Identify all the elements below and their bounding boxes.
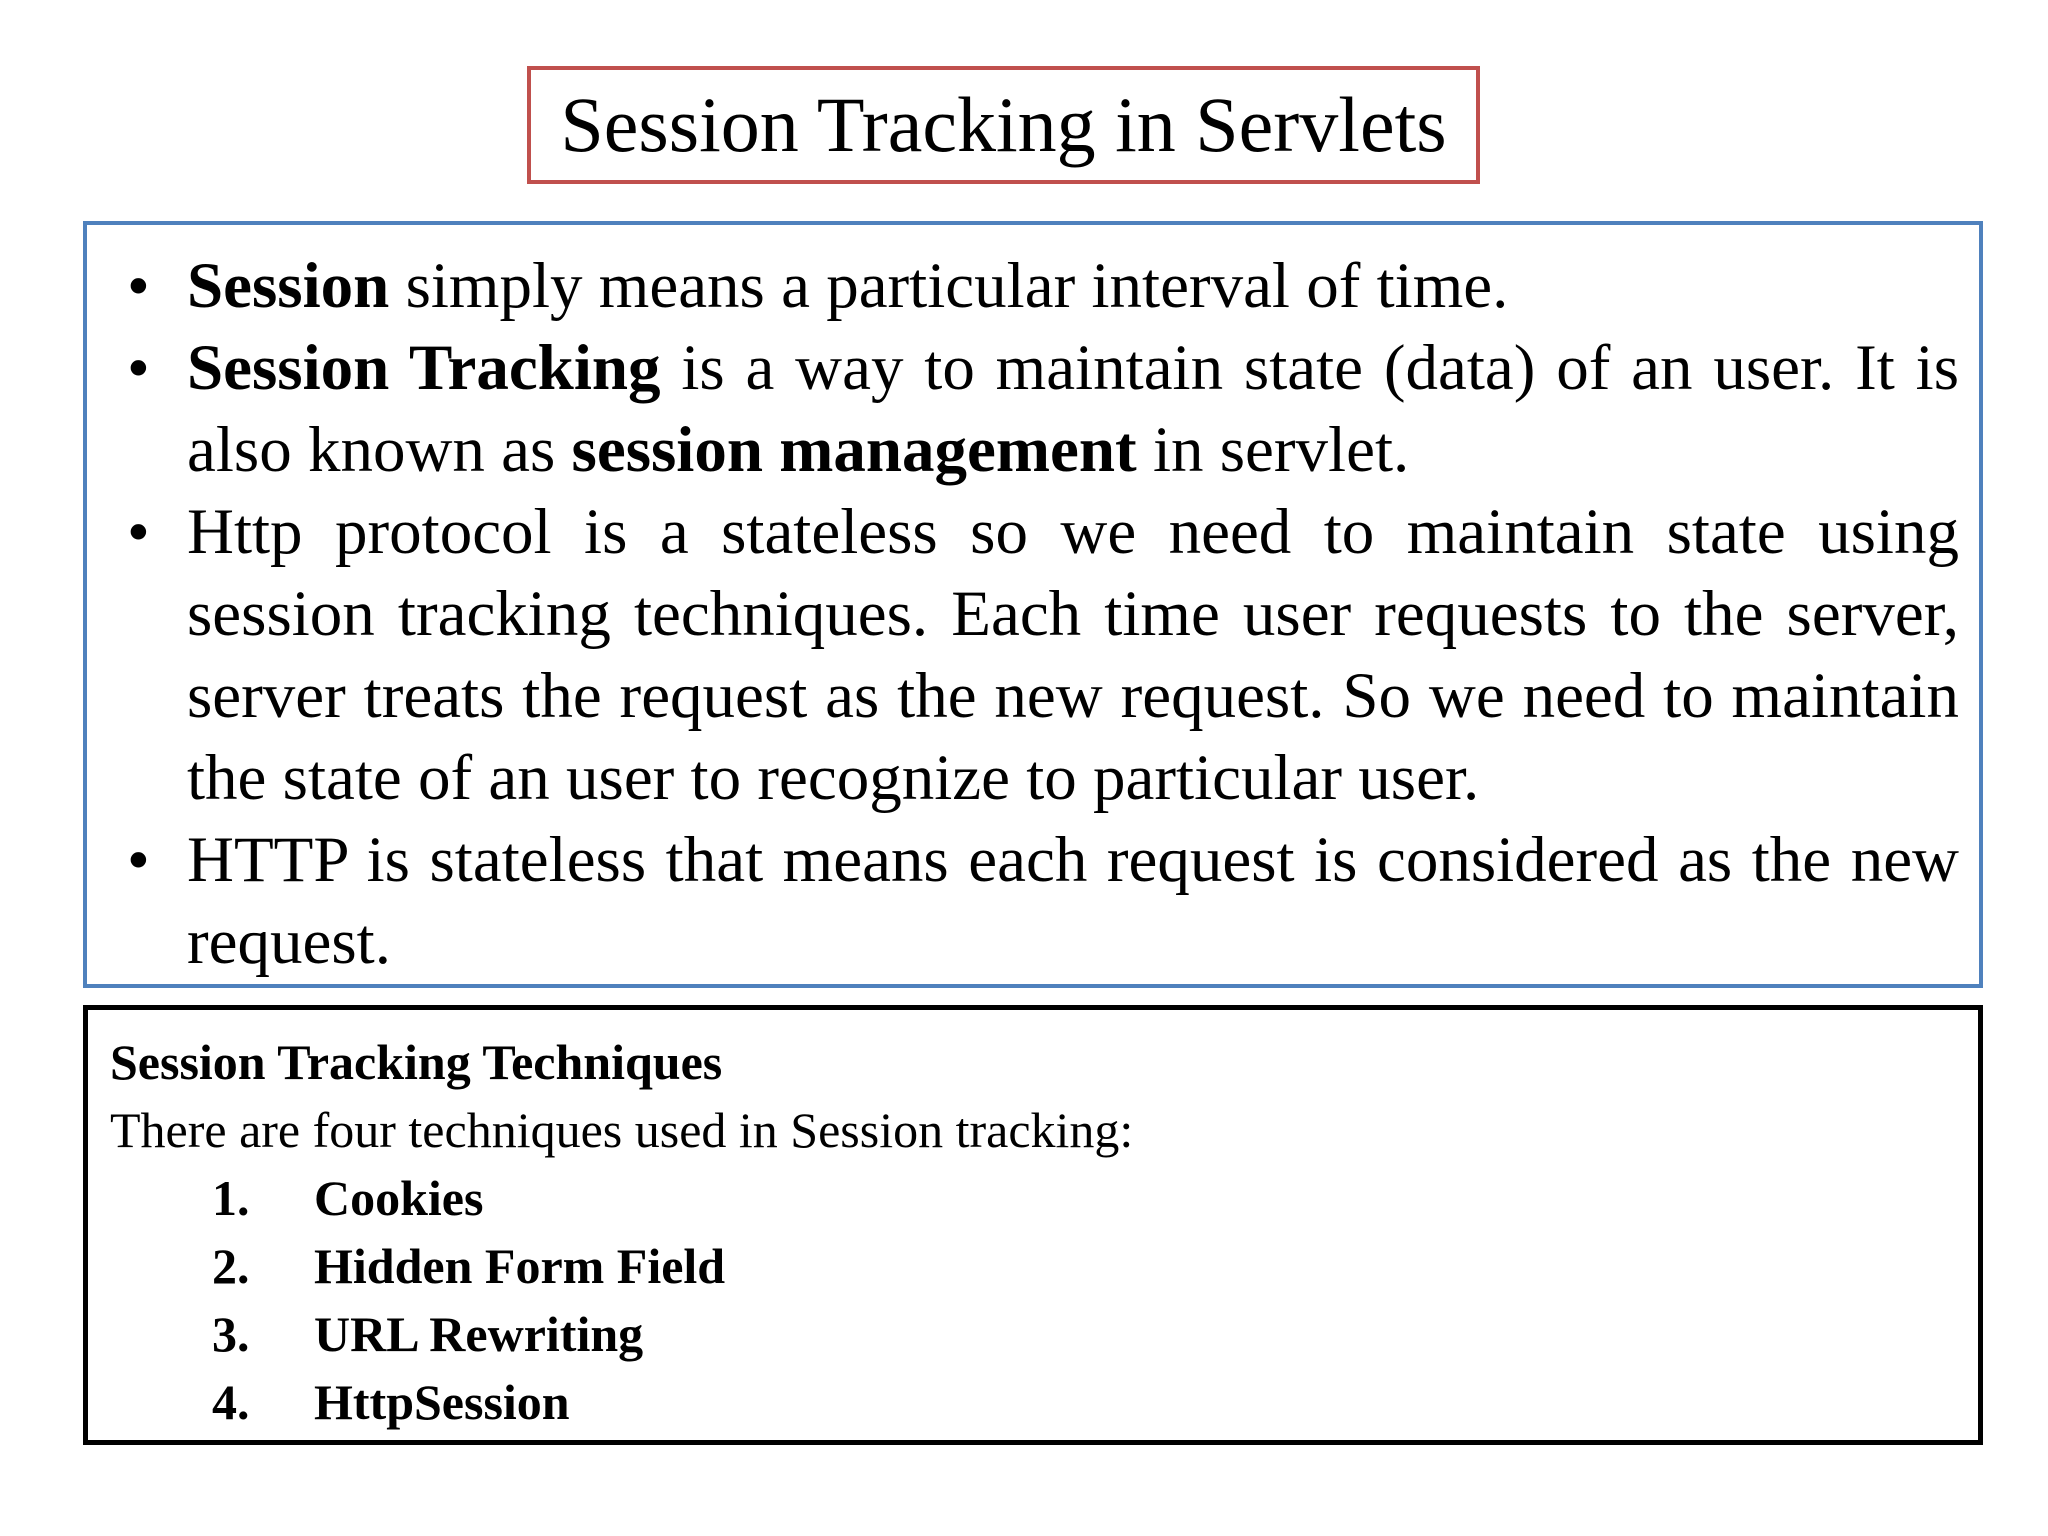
techniques-box [83, 1005, 1983, 1445]
technique-label: URL Rewriting [314, 1306, 644, 1362]
techniques-intro: There are four techniques used in Session tracking: [110, 1102, 1134, 1158]
technique-number: 3. [212, 1306, 250, 1362]
bullet-item [107, 819, 1959, 983]
technique-label: HttpSession [314, 1374, 570, 1430]
slide-title-box [527, 66, 1480, 184]
technique-item-httpsession [110, 1368, 1958, 1436]
bullet-marker: • [127, 332, 150, 404]
definitions-box [83, 221, 1983, 988]
bullet-text-regular: in servlet. [1136, 414, 1410, 486]
technique-item-cookies [110, 1164, 1958, 1232]
technique-number: 2. [212, 1238, 250, 1294]
bullet-text-bold: Session Tracking [187, 332, 661, 404]
bullet-list [107, 245, 1959, 983]
technique-number: 4. [212, 1374, 250, 1430]
bullet-item [107, 245, 1959, 327]
slide-title: Session Tracking in Servlets [560, 81, 1447, 168]
bullet-text-regular: Http protocol is a stateless so we need to maintain state using session tracking techniques. Each time user requests to the server, server treats the request as the new request. So we need to maintain the state of an user to recognize to particular user. [187, 496, 1959, 814]
bullet-text-regular: HTTP is stateless that means each request is considered as the new request. [187, 824, 1959, 978]
bullet-marker: • [127, 824, 150, 896]
bullet-text [187, 332, 1959, 486]
technique-item-hidden-form-field [110, 1232, 1958, 1300]
bullet-text [187, 824, 1959, 978]
techniques-list [110, 1164, 1958, 1436]
technique-item-url-rewriting [110, 1300, 1958, 1368]
technique-label: Cookies [314, 1170, 484, 1226]
bullet-marker: • [127, 496, 150, 568]
bullet-text-regular: is a way to maintain state (data) of an user. It is also known as [187, 332, 1959, 486]
bullet-text-bold: Session [187, 250, 390, 322]
bullet-text-bold: session management [571, 414, 1137, 486]
technique-number: 1. [212, 1170, 250, 1226]
bullet-item [107, 491, 1959, 819]
bullet-marker: • [127, 250, 150, 322]
bullet-text [187, 496, 1959, 814]
techniques-heading: Session Tracking Techniques [110, 1034, 723, 1090]
technique-label: Hidden Form Field [314, 1238, 726, 1294]
bullet-text-regular: simply means a particular interval of time. [389, 250, 1509, 322]
bullet-text [187, 250, 1508, 322]
bullet-item [107, 327, 1959, 491]
